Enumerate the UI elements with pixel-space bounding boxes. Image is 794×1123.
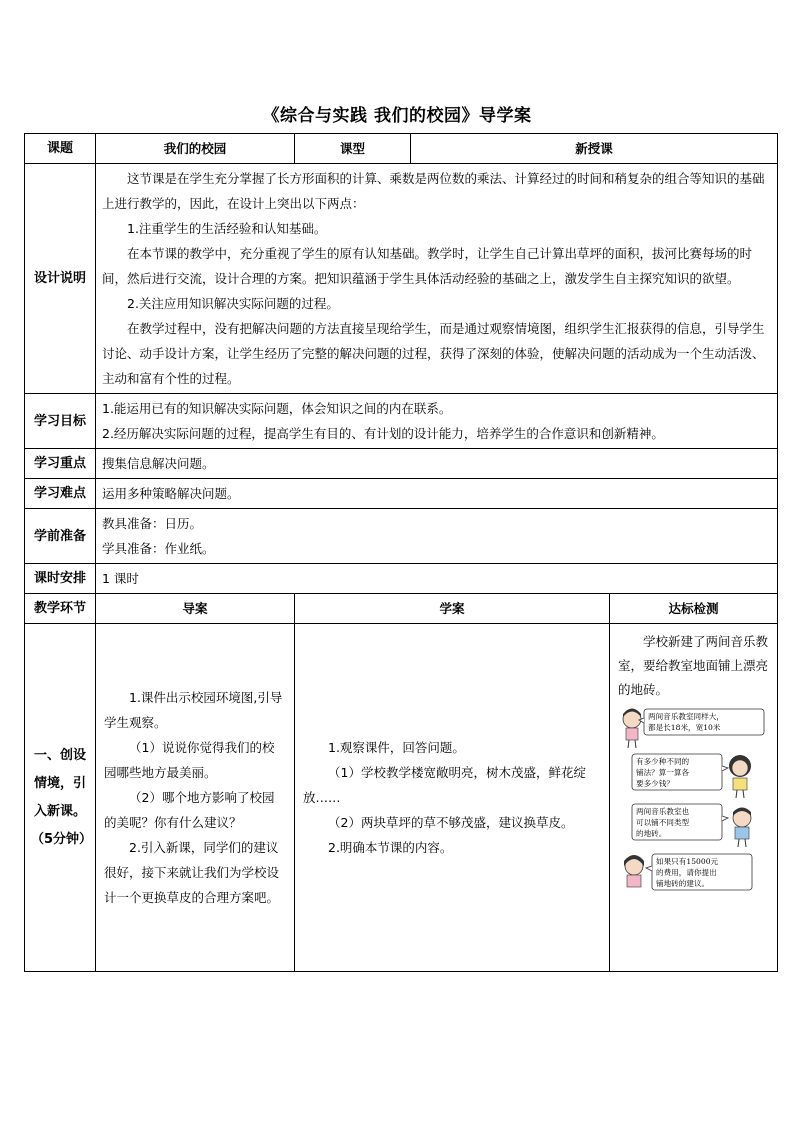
prep-row [25, 509, 778, 564]
stage1-label-line: （5分钟） [31, 831, 93, 847]
dialogue-illustration [618, 706, 768, 896]
design-paragraph: 2.关注应用知识解决实际问题的过程。 [127, 296, 339, 311]
prep-label: 学前准备 [25, 509, 96, 564]
key-value: 搜集信息解决问题。 [96, 449, 778, 479]
difficulty-row [25, 479, 778, 509]
bubble-text: 铺地砖的建议。 [656, 879, 710, 888]
study-item: （1）学校教学楼宽敞明亮，树木茂盛，鲜花绽放…… [303, 765, 586, 805]
topic-label: 课题 [25, 134, 96, 164]
bubble-text: 可以铺不同类型 [636, 818, 690, 827]
document-title: 《综合与实践 我们的校园》导学案 [262, 106, 532, 126]
type-label: 课型 [295, 134, 411, 164]
col-study-header: 学案 [295, 594, 610, 624]
design-row [25, 164, 778, 394]
col-stage-header: 教学环节 [25, 594, 96, 624]
stage1-label-line: 一、创设 [33, 747, 86, 763]
schedule-row [25, 564, 778, 594]
design-paragraph: 1.注重学生的生活经验和认知基础。 [127, 221, 327, 236]
goals-row [25, 394, 778, 449]
schedule-value: 1 课时 [96, 564, 778, 594]
bubble-text: 有多少种不同的 [636, 757, 690, 766]
study-item: 2.明确本节课的内容。 [328, 840, 453, 855]
schedule-label: 课时安排 [25, 564, 96, 594]
check-text: 学校新建了两间音乐教室，要给教室地面铺上漂亮的地砖。 [618, 634, 769, 697]
bubble-text: 的地砖。 [636, 829, 667, 838]
study-item: 1.观察课件，回答问题。 [328, 740, 465, 755]
guide-item: 1.课件出示校园环境图,引导学生观察。 [104, 690, 283, 730]
girl-icon [624, 855, 644, 887]
key-row [25, 449, 778, 479]
prep-teacher: 教具准备：日历。 [102, 516, 203, 531]
goals-content [96, 394, 778, 449]
stage1-label-line: 情境，引 [33, 775, 86, 791]
bubble-text: 如果只有15000元 [656, 857, 719, 866]
stage1-guide [96, 624, 295, 972]
study-item: （2）两块草坪的草不够茂盛，建议换草皮。 [328, 815, 574, 830]
lesson-plan-table [24, 133, 778, 972]
guide-item: （1）说说你觉得我们的校园哪些地方最美丽。 [104, 740, 275, 780]
goal-item: 1.能运用已有的知识解决实际问题，体会知识之间的内在联系。 [102, 401, 452, 416]
difficulty-label: 学习难点 [25, 479, 96, 509]
bubble-text: 的费用，请你提出 [656, 868, 717, 877]
guide-item: 2.引入新课，同学们的建议很好，接下来就让我们为学校设计一个更换草皮的合理方案吧。 [104, 840, 280, 905]
guide-item: （2）哪个地方影响了校园的美呢？你有什么建议？ [104, 790, 275, 830]
col-guide-header: 导案 [96, 594, 295, 624]
bubble-text: 要多少钱？ [636, 779, 674, 788]
col-check-header: 达标检测 [610, 594, 778, 624]
difficulty-value: 运用多种策略解决问题。 [96, 479, 778, 509]
type-value: 新授课 [411, 134, 778, 164]
design-label: 设计说明 [25, 164, 96, 394]
topic-value: 我们的校园 [96, 134, 295, 164]
bubble-text: 两间音乐教室也 [636, 807, 690, 816]
goal-item: 2.经历解决实际问题的过程，提高学生有目的、有计划的设计能力，培养学生的合作意识和创新精神。 [102, 426, 664, 441]
bubble-text: 铺法？算一算各 [636, 768, 690, 777]
goals-label: 学习目标 [25, 394, 96, 449]
design-paragraph: 在本节课的教学中，充分重视了学生的原有认知基础。教学时，让学生自己计算出草坪的面积，拔河比赛每场的时间，然后进行交流，设计合理的方案。把知识蕴涵于学生具体活动经验的基础之上，激发学生自主探究知识的欲望。 [102, 246, 753, 286]
stage1-label [25, 624, 96, 972]
girl-icon [729, 755, 751, 798]
header-row [25, 134, 778, 164]
prep-student: 学具准备：作业纸。 [102, 541, 215, 556]
key-label: 学习重点 [25, 449, 96, 479]
stage1-row [25, 624, 778, 972]
bubble-text: 两间音乐教室同样大， [648, 712, 724, 721]
column-header-row [25, 594, 778, 624]
stage1-study [295, 624, 610, 972]
bubble-text: 都是长18米，宽10米 [648, 723, 721, 732]
stage1-check [610, 624, 778, 972]
prep-content [96, 509, 778, 564]
design-paragraph: 这节课是在学生充分掌握了长方形面积的计算、乘数是两位数的乘法、计算经过的时间和稍复杂的组合等知识的基础上进行教学的，因此，在设计上突出以下两点： [102, 171, 765, 211]
design-content [96, 164, 778, 394]
boy-icon [733, 808, 751, 848]
stage1-label-line: 入新课。 [33, 803, 86, 819]
design-paragraph: 在教学过程中，没有把解决问题的方法直接呈现给学生，而是通过观察情境图，组织学生汇报获得的信息，引导学生讨论、动手设计方案，让学生经历了完整的解决问题的过程，获得了深刻的体验，使解决问题的活动成为一个生动活泼、主动和富有个性的过程。 [102, 321, 765, 386]
girl-icon [623, 709, 641, 749]
